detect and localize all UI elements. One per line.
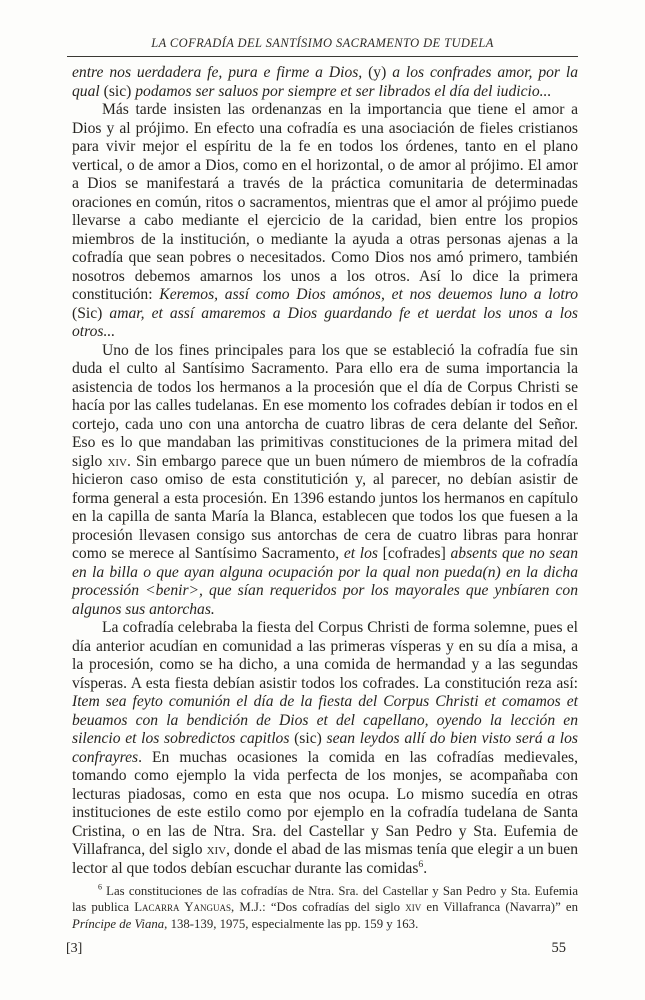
text-run: Keremos, assí como Dios amónos, et nos deuemos luno a lotro (159, 286, 578, 303)
folio-number: [3] (66, 941, 83, 956)
text-run: (sic) (103, 82, 136, 100)
text-run: en Villafranca (Navarra)” en (421, 900, 578, 915)
running-head: LA COFRADÍA DEL SANTÍSIMO SACRAMENTO DE TUDELA (151, 36, 494, 50)
text-run: Lacarra Yanguas (134, 900, 231, 915)
text-run: absents que no sean en la billa o que ayan alguna ocupación por la qual non pueda(n) en la dicha processión <benir>, que sían requeridos por los mayorales que ynbíaren con algunos sus antorchas. (72, 545, 578, 618)
text-run: entre nos uerdadera fe, pura e firme a Dios, (72, 64, 369, 81)
paragraph (72, 64, 578, 101)
text-run: . Sin embargo parece que un buen número de miembros de la cofradía hicieron caso omiso de esta constitutición y, al parecer, no debían asistir de forma general a esta procesión. En 1396 estando juntos los hermanos en capítulo en la capilla de santa María la Blanca, establecen que todos los que fuesen a la procesión llevasen consigo sus antorchas de cera de cuatro libras para honrar como se merece al Santísimo Sacramento, (72, 452, 578, 562)
text-run: xiv (405, 900, 422, 915)
paragraph (72, 619, 578, 878)
text-run: sean leydos allí do bien visto será a los confrayres (72, 730, 578, 766)
text-run: , 138-139, 1975, especialmente las pp. 159 y 163. (164, 916, 419, 931)
paragraph (72, 342, 578, 620)
text-run: Más tarde insisten las ordenanzas en la importancia que tiene el amor a Dios y al prójimo. En efecto una cofradía es una asociación de fieles cristianos para vivir mejor el espíritu de la fe en todos los órdenes, tanto en el plano vertical, o de amor a Dios, como en el horizontal, o de amor al prójimo. El amor a Dios se manifestará a través de la práctica comunitaria de determinadas oraciones en común, ritos o sacramentos, mientras que el amor al prójimo puede llevarse a cabo mediante el ejercicio de la caridad, bien entre los propios miembros de la institución, o mediante la ayuda a otras personas ajenas a la cofradía que sean pobres o necesitados. Como Dios nos amó primero, también nosotros debemos amarnos los unos a los otros. Así lo dice la primera constitución: (72, 101, 578, 303)
text-run: La cofradía celebraba la fiesta del Corpus Christi de forma solemne, pues el día anterior acudían en comunidad a las primeras vísperas y en su día a misa, a la procesión, como se ha dicho, a una comida de hermandad y a las segundas vísperas. A esta fiesta debían asistir todos los cofrades. La constitución reza así: (72, 619, 578, 692)
text-run: amar, et assí amaremos a Dios guardando fe et uerdat los unos a los otros... (72, 304, 578, 340)
text-run: (Sic) (72, 304, 110, 322)
paragraph (72, 101, 578, 342)
text-run: Item sea feyto comunión el día de la fiesta del Corpus Christi et comamos et beuamos con la bendición de Dios et del capellano, oyendo la lección en silencio et los sobredictos capitlos (72, 693, 578, 747)
text-run: , donde el abad de las mismas tenía que elegir a un buen lector al que todos debían escuchar durante las comidas (72, 841, 578, 877)
text-run: . (423, 859, 428, 877)
text-run: et los (343, 545, 383, 562)
text-run: Príncipe de Viana (72, 916, 165, 931)
header-rule (67, 56, 578, 57)
text-run: xiv (206, 841, 227, 858)
text-run: . En muchas ocasiones la comida en las cofradías medievales, tomando como ejemplo la vida perfecta de los monjes, se acompañaba con lecturas piadosas, como en esta que nos ocupa. Lo mismo sucedía en otras instituciones de este estilo como por ejemplo en la cofradía tudelana de Santa Cristina, o en las de Ntra. Sra. del Castellar y San Pedro y Sta. Eufemia de Villafranca, del siglo (72, 748, 578, 858)
text-run: 6 (98, 882, 102, 892)
page-number: 55 (551, 940, 566, 956)
text-run: [cofrades] (382, 545, 451, 562)
text-run: Las constituciones de las cofradías de Ntra. Sra. del Castellar y San Pedro y Sta. Eufemia las publica (72, 884, 578, 915)
text-run: a los confrades amor, por la qual (72, 64, 579, 100)
text-run: xiv (107, 452, 127, 470)
text-run: (sic) (294, 730, 327, 747)
text-run: , M.J.: “Dos cofradías del siglo (230, 900, 406, 915)
text-run: Uno de los fines principales para los que se estableció la cofradía fue sin duda el culto al Santísimo Sacramento. Para ello era de suma importancia la asistencia de todos los hermanos a la procesión que el día de Corpus Christi se hacía por las calles tudelanas. En ese momento los cofrades debían ir todos en el cortejo, cada uno con una antorcha de cuatro libras de cera delante del Señor. Eso es lo que mandaban las primitivas constituciones de la primera mitad del siglo (72, 341, 578, 470)
footnote (72, 883, 578, 932)
text-run: podamos ser saluos por siempre et ser librados el día del iudicio... (135, 82, 552, 100)
text-run: 6 (418, 858, 424, 870)
body-text (72, 64, 578, 878)
text-run: (y) (368, 64, 393, 81)
